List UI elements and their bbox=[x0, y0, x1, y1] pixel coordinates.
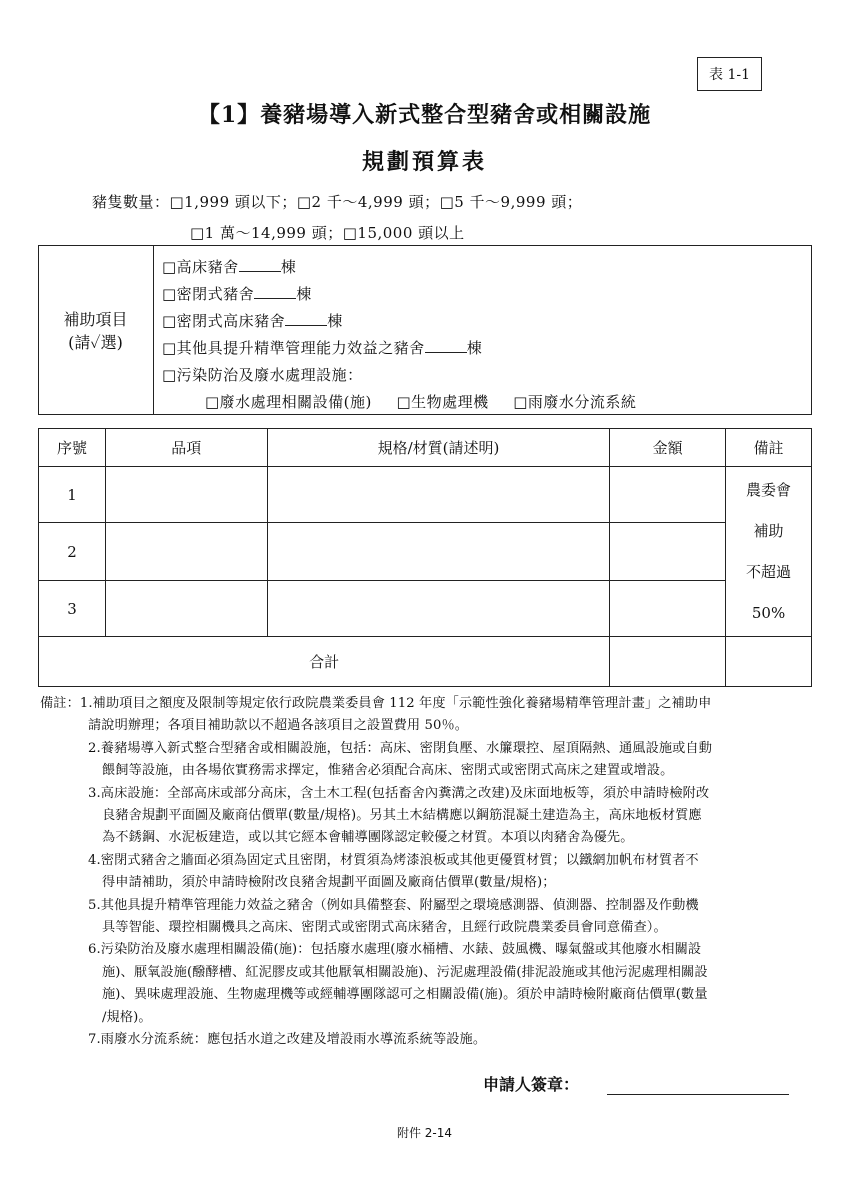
form-number-box: 表 1-1 bbox=[697, 57, 762, 91]
remark-line: 不超過 bbox=[746, 562, 792, 581]
note-line: 3.高床設施：全部高床或部分高床，含土木工程(包括畜舍內糞溝之改建)及床面地板等，須於申請時檢附改 bbox=[88, 785, 710, 801]
row-number: 1 bbox=[39, 467, 106, 523]
spec-cell[interactable] bbox=[267, 523, 610, 581]
total-row bbox=[39, 637, 812, 687]
subsidy-label-line2: (請✓選) bbox=[68, 333, 123, 352]
headcount-line-2: □1 萬～14,999 頭；□15,000 頭以上 bbox=[190, 224, 465, 242]
table-row bbox=[39, 523, 812, 581]
unit-label: 棟 bbox=[280, 258, 297, 276]
option-label: □密閉式豬舍 bbox=[162, 285, 255, 303]
total-label: 合計 bbox=[39, 637, 610, 687]
option-label: □其他具提升精準管理能力效益之豬舍 bbox=[162, 339, 425, 357]
item-cell[interactable] bbox=[105, 523, 267, 581]
note-line: 請說明辦理；各項目補助款以不超過各該項目之設置費用 50％。 bbox=[88, 718, 469, 734]
note-line: 餵飼等設施，由各場依實務需求擇定，惟豬舍必須配合高床、密閉式或密閉式高床之建置或增設。 bbox=[102, 763, 674, 779]
signature-label: 申請人簽章： bbox=[483, 1075, 580, 1094]
note-5 bbox=[40, 895, 820, 940]
item-cell[interactable] bbox=[105, 467, 267, 523]
subsidy-label bbox=[38, 308, 153, 354]
sub-option-rainwater-separation[interactable]: □雨廢水分流系統 bbox=[513, 393, 637, 411]
note-line: 4.密閉式豬舍之牆面必須為固定式且密閉，材質須為烤漆浪板或其他更優質材質；以鐵網加帆布材質者不 bbox=[88, 852, 699, 868]
notes-prefix: 備註： bbox=[40, 696, 80, 711]
option-closed-raised-house[interactable] bbox=[162, 310, 343, 331]
page-footer: 附件 2-14 bbox=[396, 1126, 453, 1140]
note-line: 7.雨廢水分流系統：應包括水道之改建及增設雨水導流系統等設施。 bbox=[88, 1032, 487, 1048]
header-item: 品項 bbox=[105, 429, 267, 467]
sub-option-wastewater[interactable]: □廢水處理相關設備(施) bbox=[205, 393, 372, 411]
note-line: 良豬舍規劃平面圖及廠商估價單(數量/規格)。另其土木結構應以鋼筋混凝土建造為主，高床地板材質應 bbox=[102, 808, 702, 824]
remark-line: 補助 bbox=[753, 521, 784, 540]
note-4 bbox=[40, 850, 820, 895]
unit-label: 棟 bbox=[296, 285, 312, 303]
note-line: 5.其他具提升精準管理能力效益之豬舍（例如具備整套、附屬型之環境感測器、偵測器、控制器及作動機 bbox=[88, 897, 699, 913]
header-seq: 序號 bbox=[39, 429, 106, 467]
total-remark-cell bbox=[726, 637, 812, 687]
note-line: 為不銹鋼、水泥板建造，或以其它經本會輔導團隊認定較優之材質。本項以肉豬舍為優先。 bbox=[102, 830, 634, 846]
note-7 bbox=[40, 1029, 820, 1051]
count-blank[interactable] bbox=[285, 313, 327, 326]
note-6 bbox=[40, 939, 820, 1029]
remark-cell bbox=[726, 467, 812, 637]
note-line: 1.補助項目之額度及限制等規定依行政院農業委員會 112 年度「示範性強化養豬場精準管理計畫」之補助申 bbox=[79, 696, 712, 711]
signature-line[interactable] bbox=[607, 1094, 789, 1095]
option-label: □高床豬舍 bbox=[162, 258, 239, 276]
sub-option-bioprocessor[interactable]: □生物處理機 bbox=[396, 393, 489, 411]
header-amount: 金額 bbox=[610, 429, 726, 467]
row-number: 2 bbox=[39, 523, 106, 581]
page-title: 【1】養豬場導入新式整合型豬舍或相關設施 bbox=[197, 102, 652, 128]
subsidy-divider bbox=[153, 245, 154, 415]
note-line: 施)、異味處理設施、生物處理機等或經輔導團隊認可之相關設備(施)。須於申請時檢附廠商估價單(數量 bbox=[102, 987, 708, 1003]
budget-table bbox=[38, 428, 812, 687]
notes-section bbox=[40, 693, 820, 1052]
note-1 bbox=[40, 693, 820, 738]
table-row bbox=[39, 467, 812, 523]
unit-label: 棟 bbox=[466, 339, 483, 357]
amount-cell[interactable] bbox=[610, 467, 726, 523]
option-label: □密閉式高床豬舍 bbox=[162, 312, 286, 330]
row-number: 3 bbox=[39, 581, 106, 637]
page-subtitle: 規劃預算表 bbox=[361, 149, 487, 175]
option-closed-house[interactable] bbox=[162, 283, 312, 304]
count-blank[interactable] bbox=[254, 286, 296, 299]
headcount-line-1: 豬隻數量：□1,999 頭以下；□2 千～4,999 頭；□5 千～9,999 頭； bbox=[92, 193, 583, 211]
total-amount-cell[interactable] bbox=[610, 637, 726, 687]
note-line: 具等智能、環控相關機具之高床、密閉式或密閉式高床豬舍，且經行政院農業委員會同意備查）。 bbox=[102, 920, 667, 936]
item-cell[interactable] bbox=[105, 581, 267, 637]
note-3 bbox=[40, 783, 820, 850]
note-line: /規格)。 bbox=[102, 1009, 152, 1025]
unit-label: 棟 bbox=[327, 312, 343, 330]
note-line: 2.養豬場導入新式整合型豬舍或相關設施，包括：高床、密閉負壓、水簾環控、屋頂隔熱、通風設施或自動 bbox=[88, 740, 713, 756]
table-header-row bbox=[39, 429, 812, 467]
option-raised-floor-house[interactable] bbox=[162, 256, 296, 277]
table-row bbox=[39, 581, 812, 637]
subsidy-items-box bbox=[38, 245, 812, 415]
option-label: □污染防治及廢水處理設施： bbox=[162, 366, 363, 384]
option-pollution-control[interactable] bbox=[162, 364, 363, 385]
amount-cell[interactable] bbox=[610, 523, 726, 581]
remark-line: 50% bbox=[751, 603, 786, 622]
header-remark: 備註 bbox=[726, 429, 812, 467]
count-blank[interactable] bbox=[239, 259, 281, 272]
note-2 bbox=[40, 738, 820, 783]
subsidy-label-line1: 補助項目 bbox=[63, 310, 128, 329]
amount-cell[interactable] bbox=[610, 581, 726, 637]
spec-cell[interactable] bbox=[267, 467, 610, 523]
option-precision-house[interactable] bbox=[162, 337, 482, 358]
count-blank[interactable] bbox=[425, 340, 467, 353]
note-line: 得申請補助，須於申請時檢附改良豬舍規劃平面圖及廠商估價單(數量/規格)； bbox=[102, 875, 556, 891]
note-line: 6.污染防治及廢水處理相關設備(施)：包括廢水處理(廢水桶槽、水錶、鼓風機、曝氣盤或其他廢水相關設 bbox=[88, 942, 702, 958]
pollution-sub-options bbox=[205, 391, 636, 412]
remark-line: 農委會 bbox=[746, 480, 792, 499]
header-spec: 規格/材質(請述明) bbox=[267, 429, 610, 467]
note-line: 施)、厭氧設施(醱酵槽、紅泥膠皮或其他厭氧相關設施)、污泥處理設備(排泥設施或其他污泥處理相關設 bbox=[102, 964, 708, 980]
spec-cell[interactable] bbox=[267, 581, 610, 637]
